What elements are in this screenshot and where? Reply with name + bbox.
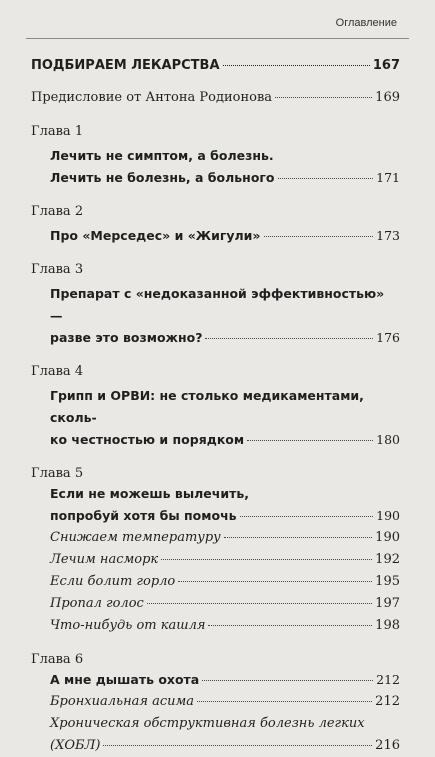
subsection-title-line2: (ХОБЛ) <box>50 738 101 753</box>
dot-leader <box>224 537 372 538</box>
dot-leader <box>278 178 374 179</box>
preface-title: Предисловие от Антона Родионова <box>31 90 273 105</box>
dot-leader <box>240 516 374 517</box>
dot-leader <box>205 338 373 339</box>
subsection-page: 212 <box>375 694 400 709</box>
toc-preface <box>31 87 400 109</box>
dot-leader <box>223 65 370 66</box>
chapter-5-sub-entry <box>31 593 400 615</box>
chapter-4-label: Глава 4 <box>31 364 84 379</box>
chapter-6-label: Глава 6 <box>31 652 84 667</box>
chapter-5-sub-entry <box>31 527 400 549</box>
chapter-6-sub-entry <box>31 691 400 713</box>
chapter-3-title-line1: Препарат с «недоказанной эффективностью» — <box>50 286 385 323</box>
chapter-1-title-line1: Лечить не симптом, а болезнь. <box>50 148 274 163</box>
header-section-title: Оглавление <box>335 17 397 29</box>
chapter-1-title-line2: Лечить не болезнь, а больного <box>50 170 275 185</box>
chapter-5-label: Глава 5 <box>31 466 84 481</box>
chapter-5-sub-entry <box>31 549 400 571</box>
chapter-3-page: 176 <box>376 330 400 345</box>
subsection-page: 216 <box>375 738 400 753</box>
chapter-6-page: 212 <box>376 672 400 687</box>
dot-leader <box>264 236 374 237</box>
chapter-6-entry <box>31 669 400 691</box>
chapter-6-sub2-entry <box>31 735 400 757</box>
chapter-5-title-line2: попробуй хотя бы помочь <box>50 508 237 523</box>
chapter-5-sub-entry <box>31 615 400 637</box>
chapter-4-page: 180 <box>376 432 400 447</box>
chapter-1-page: 171 <box>376 170 400 185</box>
chapter-6-sub2-line1: Хроническая обструктивная болезнь легких <box>50 716 365 731</box>
dot-leader <box>202 680 373 681</box>
chapter-3-title-line2: разве это возможно? <box>50 330 203 345</box>
header-rule <box>26 38 409 39</box>
dot-leader <box>275 97 372 98</box>
chapter-4-title-line1: Грипп и ОРВИ: не столько медикаментами, сколь- <box>50 388 364 425</box>
dot-leader <box>208 625 372 626</box>
main-section-page: 167 <box>372 58 400 73</box>
chapter-2-page: 173 <box>376 228 400 243</box>
dot-leader <box>247 440 373 441</box>
subsection-title: Бронхиальная асима <box>50 694 195 709</box>
chapter-1-label: Глава 1 <box>31 124 84 139</box>
chapter-5-page: 190 <box>376 508 400 523</box>
chapter-5-title-line1: Если не можешь вылечить, <box>50 486 250 501</box>
subsection-page: 198 <box>375 618 400 633</box>
chapter-3-label: Глава 3 <box>31 262 84 277</box>
subsection-title: Если болит горло <box>50 574 176 589</box>
dot-leader <box>178 581 372 582</box>
chapter-2-label: Глава 2 <box>31 204 84 219</box>
dot-leader <box>103 745 372 746</box>
subsection-page: 197 <box>375 596 400 611</box>
chapter-4-entry <box>31 429 400 451</box>
subsection-page: 192 <box>375 552 400 567</box>
subsection-page: 190 <box>375 530 400 545</box>
chapter-5-sub-entry <box>31 571 400 593</box>
toc-main-section <box>31 55 400 77</box>
chapter-3-entry <box>31 327 400 349</box>
chapter-5-entry <box>31 505 400 527</box>
dot-leader <box>197 701 372 702</box>
running-header <box>0 17 435 39</box>
subsection-title: Снижаем температуру <box>50 530 221 545</box>
main-section-title: ПОДБИРАЕМ ЛЕКАРСТВА <box>31 58 220 73</box>
chapter-2-entry <box>31 225 400 247</box>
subsection-page: 195 <box>375 574 400 589</box>
dot-leader <box>161 559 372 560</box>
dot-leader <box>147 603 372 604</box>
chapter-1-entry <box>31 167 400 189</box>
chapter-4-title-line2: ко честностью и порядком <box>50 432 245 447</box>
table-of-contents <box>31 55 400 757</box>
chapter-6-title: А мне дышать охота <box>50 672 200 687</box>
subsection-title: Лечим насморк <box>50 552 159 567</box>
subsection-title: Пропал голос <box>50 596 144 611</box>
subsection-title: Что-нибудь от кашля <box>50 618 206 633</box>
chapter-2-title: Про «Мерседес» и «Жигули» <box>50 228 261 243</box>
preface-page: 169 <box>375 90 400 105</box>
